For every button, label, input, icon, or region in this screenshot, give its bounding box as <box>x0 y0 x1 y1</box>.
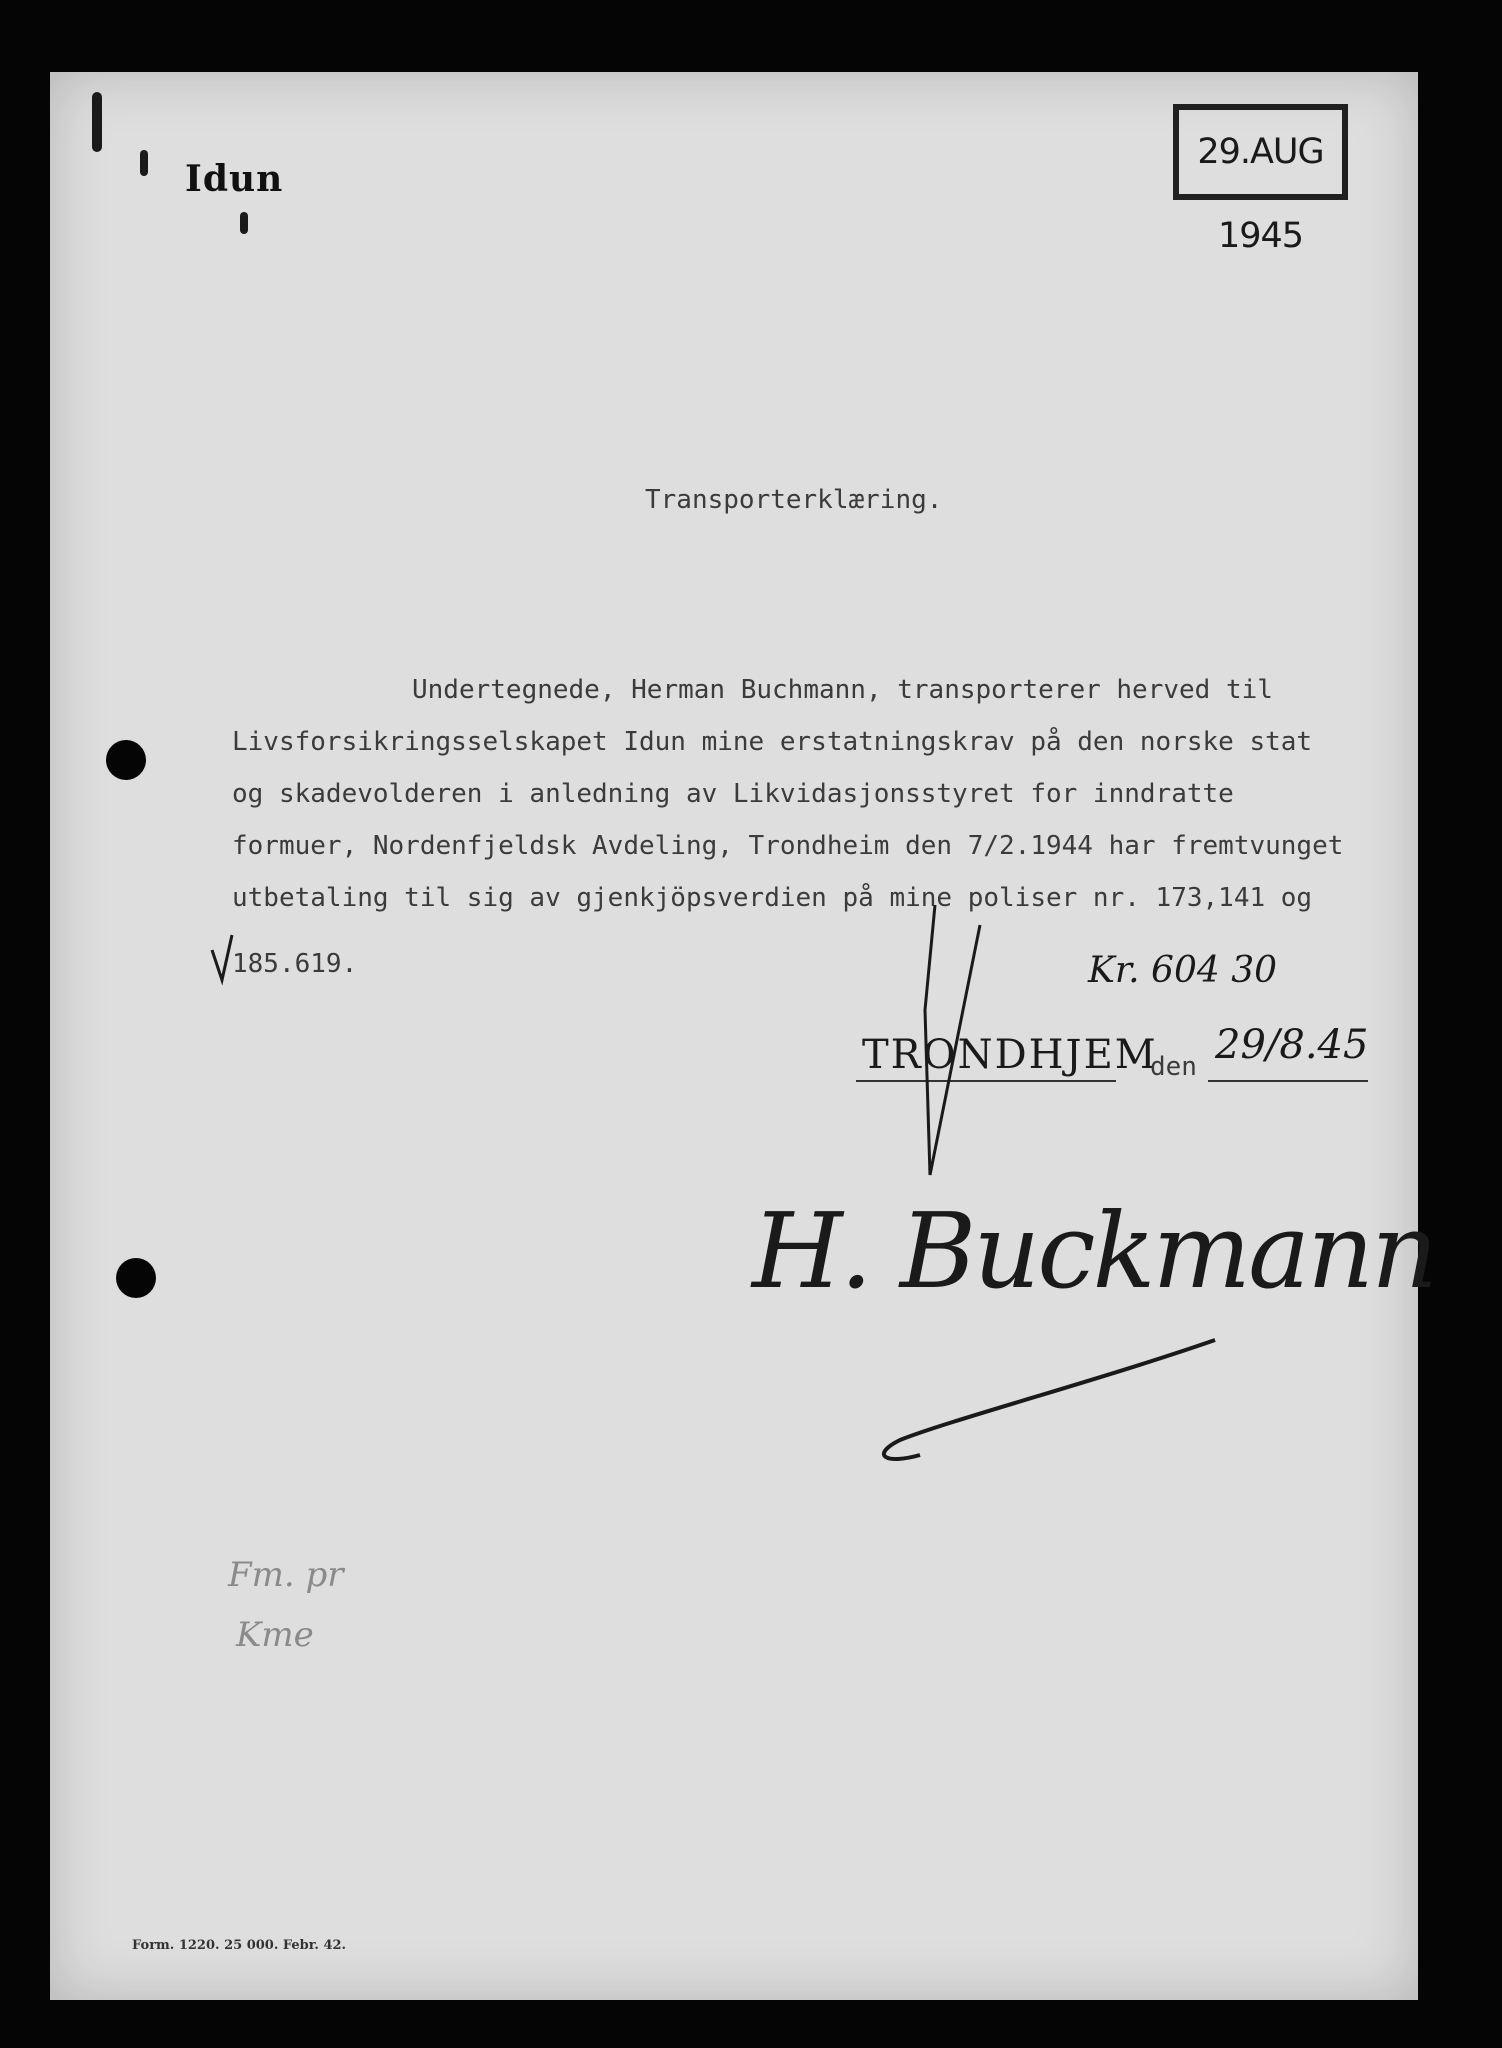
body-line: Undertegnede, Herman Buchmann, transporterer herved til <box>412 675 1273 705</box>
company-logo: Idun <box>185 158 284 200</box>
pencil-note: Fm. pr <box>228 1555 344 1595</box>
document-title: Transporterklæring. <box>645 485 943 515</box>
handwritten-place: TRONDHJEM <box>862 1032 1158 1078</box>
body-line: 185.619. <box>232 949 358 979</box>
body-line: formuer, Nordenfjeldsk Avdeling, Trondheim den 7/2.1944 har fremtvunget <box>232 831 1344 861</box>
den-label: den <box>1150 1052 1197 1082</box>
check-stroke <box>925 905 980 1175</box>
pencil-note: Kme <box>236 1615 314 1655</box>
date-stamp: 29.AUG 1945 <box>1173 104 1348 200</box>
form-number: Form. 1220. 25 000. Febr. 42. <box>132 1938 347 1953</box>
handwritten-date: 29/8.45 <box>1215 1022 1369 1068</box>
handwritten-amount: Kr. 604 30 <box>1088 950 1277 991</box>
signature-flourish <box>884 1340 1215 1459</box>
body-line: og skadevolderen i anledning av Likvidasjonsstyret for inndratte <box>232 779 1234 809</box>
signature: H. Buckmann <box>752 1190 1436 1312</box>
body-line: Livsforsikringsselskapet Idun mine erstatningskrav på den norske stat <box>232 727 1313 757</box>
checkmark-icon <box>212 935 232 980</box>
body-line: utbetaling til sig av gjenkjöpsverdien på mine poliser nr. 173,141 og <box>232 883 1313 913</box>
